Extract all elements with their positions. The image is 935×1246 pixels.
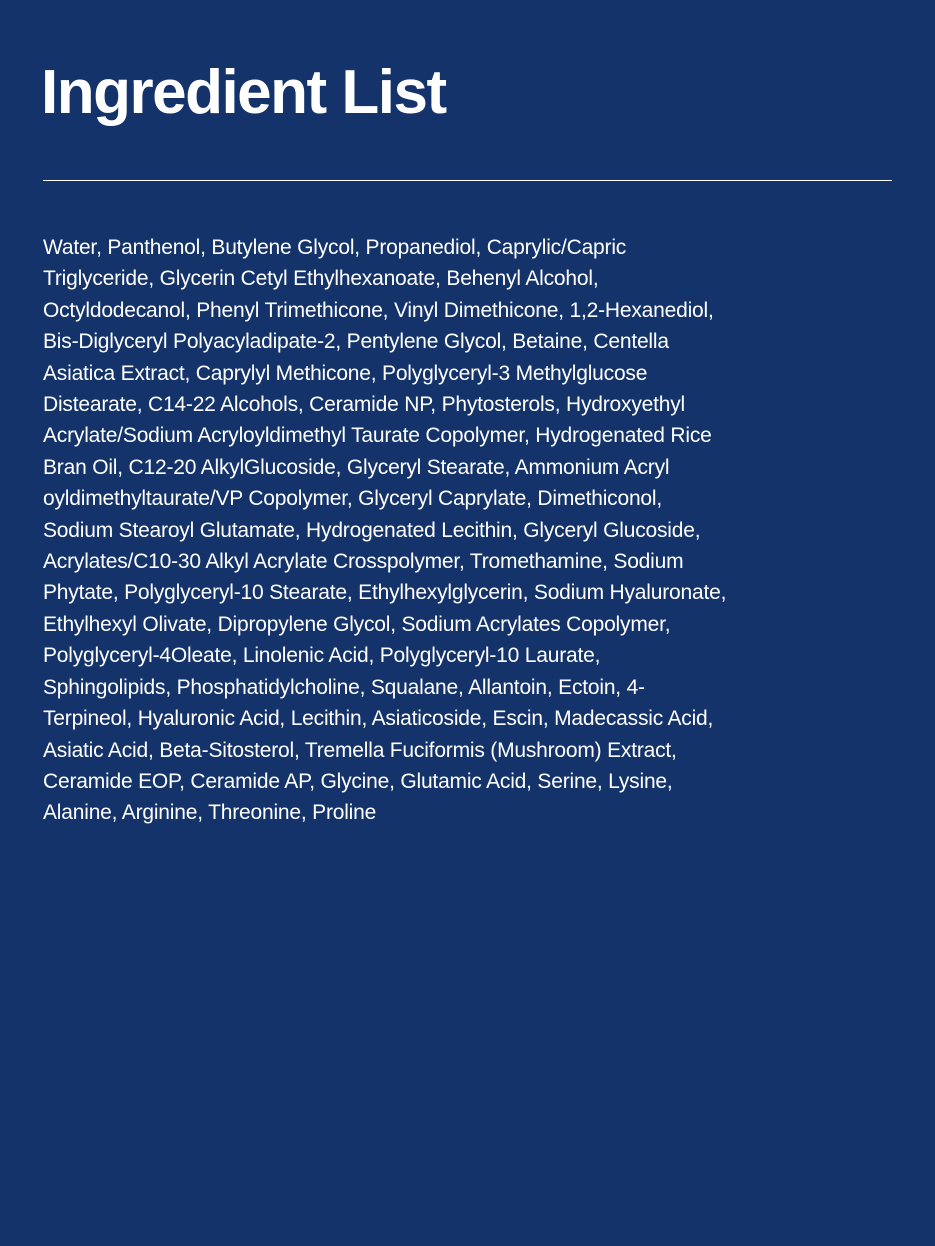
ingredients-line: Sphingolipids, Phosphatidylcholine, Squalane, Allantoin, Ectoin, 4- bbox=[43, 675, 645, 699]
ingredients-line: Octyldodecanol, Phenyl Trimethicone, Vinyl Dimethicone, 1,2-Hexanediol, bbox=[43, 298, 714, 322]
ingredients-line: Alanine, Arginine, Threonine, Proline bbox=[43, 801, 377, 825]
page-title: Ingredient List bbox=[41, 58, 446, 127]
ingredients-line: Terpineol, Hyaluronic Acid, Lecithin, Asiaticoside, Escin, Madecassic Acid, bbox=[43, 707, 714, 731]
ingredients-line: Acrylates/C10-30 Alkyl Acrylate Crosspolymer, Tromethamine, Sodium bbox=[43, 550, 684, 574]
ingredients-line: Asiatica Extract, Caprylyl Methicone, Polyglyceryl-3 Methylglucose bbox=[43, 361, 648, 385]
title-divider bbox=[43, 180, 892, 181]
ingredients-line: Ethylhexyl Olivate, Dipropylene Glycol, Sodium Acrylates Copolymer, bbox=[43, 612, 671, 636]
ingredients-line: Sodium Stearoyl Glutamate, Hydrogenated Lecithin, Glyceryl Glucoside, bbox=[43, 518, 701, 542]
ingredients-line: Distearate, C14-22 Alcohols, Ceramide NP, Phytosterols, Hydroxyethyl bbox=[43, 393, 685, 417]
ingredients-line: Acrylate/Sodium Acryloyldimethyl Taurate Copolymer, Hydrogenated Rice bbox=[43, 424, 712, 448]
ingredients-line: Polyglyceryl-4Oleate, Linolenic Acid, Polyglyceryl-10 Laurate, bbox=[43, 644, 601, 668]
ingredients-line: Bis-Diglyceryl Polyacyladipate-2, Pentylene Glycol, Betaine, Centella bbox=[43, 330, 669, 354]
ingredients-line: Water, Panthenol, Butylene Glycol, Propanediol, Caprylic/Capric bbox=[43, 236, 627, 259]
ingredients-line: oyldimethyltaurate/VP Copolymer, Glyceryl Caprylate, Dimethiconol, bbox=[43, 487, 663, 511]
ingredients-line: Asiatic Acid, Beta-Sitosterol, Tremella Fuciformis (Mushroom) Extract, bbox=[43, 738, 677, 762]
ingredients-text bbox=[43, 232, 905, 829]
ingredients-line: Triglyceride, Glycerin Cetyl Ethylhexanoate, Behenyl Alcohol, bbox=[43, 267, 599, 291]
ingredients-line: Phytate, Polyglyceryl-10 Stearate, Ethylhexylglycerin, Sodium Hyaluronate, bbox=[43, 581, 727, 605]
ingredients-line: Bran Oil, C12-20 AlkylGlucoside, Glyceryl Stearate, Ammonium Acryl bbox=[43, 455, 670, 479]
ingredients-line: Ceramide EOP, Ceramide AP, Glycine, Glutamic Acid, Serine, Lysine, bbox=[43, 769, 673, 793]
